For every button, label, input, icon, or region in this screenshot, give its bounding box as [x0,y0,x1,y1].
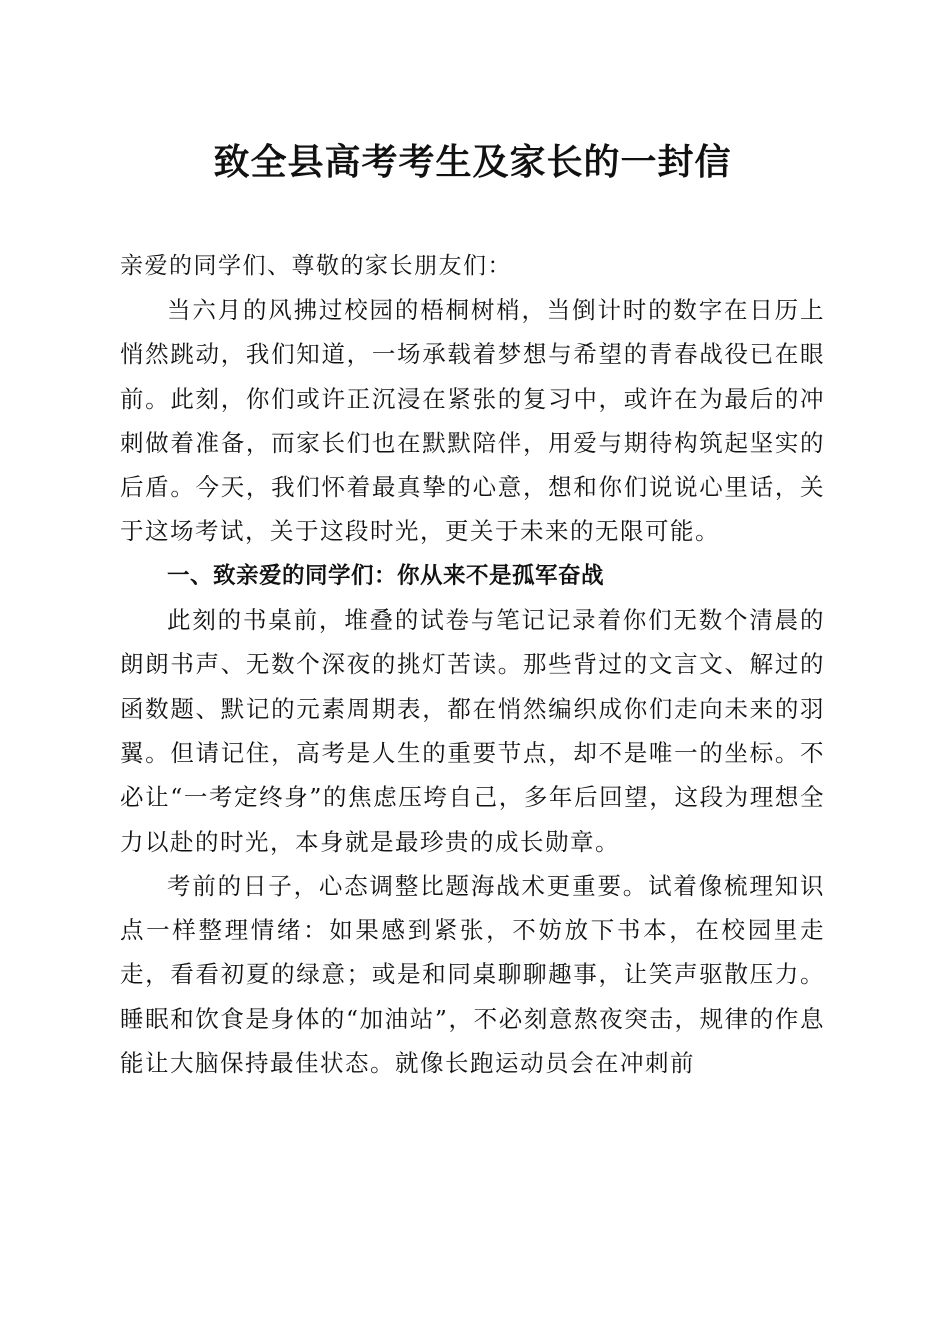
section-paragraph-1: 此刻的书桌前，堆叠的试卷与笔记记录着你们无数个清晨的朗朗书声、无数个深夜的挑灯苦读。那些背过的文言文、解过的函数题、默记的元素周期表，都在悄然编织成你们走向未来的羽翼。但请记住，高考是人生的重要节点，却不是唯一的坐标。不必让“一考定终身”的焦虑压垮自己，多年后回望，这段为理想全力以赴的时光，本身就是最珍贵的成长勋章。 [120,606,825,856]
salutation: 亲爱的同学们、尊敬的家长朋友们： [120,253,512,279]
letter-title: 致全县高考考生及家长的一封信 [213,141,732,183]
intro-paragraph: 当六月的风拂过校园的梧桐树梢，当倒计时的数字在日历上悄然跳动，我们知道，一场承载着梦想与希望的青春战役已在眼前。此刻，你们或许正沉浸在紧张的复习中，或许在为最后的冲刺做着准备，而家长们也在默默陪伴，用爱与期待构筑起坚实的后盾。今天，我们怀着最真挚的心意，想和你们说说心里话，关于这场考试，关于这段时光，更关于未来的无限可能。 [120,296,825,546]
section-paragraph-2: 考前的日子，心态调整比题海战术更重要。试着像梳理知识点一样整理情绪：如果感到紧张，不妨放下书本，在校园里走走，看看初夏的绿意；或是和同桌聊聊趣事，让笑声驱散压力。睡眠和饮食是身体的“加油站”，不必刻意熬夜突击，规律的作息能让大脑保持最佳状态。就像长跑运动员会在冲刺前 [120,871,825,1078]
section-heading-students: 一、致亲爱的同学们：你从来不是孤军奋战 [167,562,605,589]
letter-page [120,0,825,1085]
